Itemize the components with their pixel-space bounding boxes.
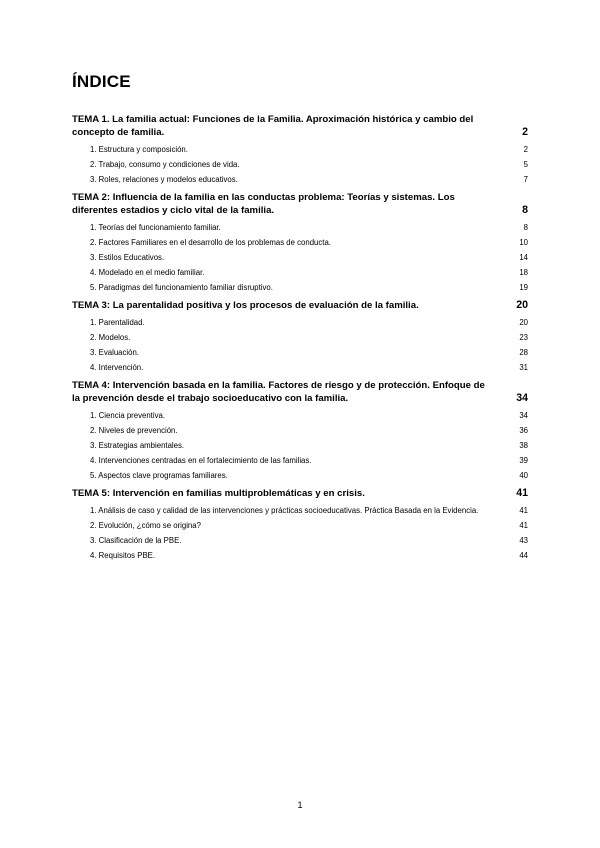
toc-item-title: 3. Clasificación de la PBE.: [90, 536, 182, 545]
toc-item-page: 41: [519, 521, 528, 530]
toc-item-page: 19: [519, 283, 528, 292]
toc-item-title: 2. Niveles de prevención.: [90, 426, 178, 435]
toc-section-title: : Influencia de la familia en las conductas problema: Teorías y sistemas. Los diferentes estadios y ciclo vital de la familia.: [72, 192, 455, 216]
toc-item-title: 4. Modelado en el medio familiar.: [90, 268, 205, 277]
toc-item-title: 5. Paradigmas del funcionamiento familiar disruptivo.: [90, 283, 273, 292]
toc-item-page: 41: [519, 506, 528, 515]
toc-item-title: 3. Roles, relaciones y modelos educativos.: [90, 175, 238, 184]
toc-item-page: 40: [519, 471, 528, 480]
toc-item[interactable]: [72, 160, 528, 170]
toc-item-page: 28: [519, 348, 528, 357]
toc-item-page: 23: [519, 333, 528, 342]
toc-section-page: 34: [516, 392, 528, 404]
page-title: ÍNDICE: [72, 72, 131, 91]
toc-section-label: TEMA 5: [72, 488, 107, 499]
toc-item-page: 39: [519, 456, 528, 465]
toc-item[interactable]: [72, 283, 528, 293]
toc-item-page: 5: [523, 160, 528, 169]
toc-section[interactable]: [72, 299, 528, 312]
page-number: 1: [297, 800, 303, 810]
toc-item-title: 4. Intervenciones centradas en el fortalecimiento de las familias.: [90, 456, 312, 465]
toc-item-title: 1. Estructura y composición.: [90, 145, 188, 154]
toc-item[interactable]: [72, 471, 528, 481]
toc-item-title: 1. Parentalidad.: [90, 318, 145, 327]
toc-item[interactable]: [72, 145, 528, 155]
toc-section-label: TEMA 1: [72, 114, 107, 125]
toc-item-title: 1. Teorías del funcionamiento familiar.: [90, 223, 221, 232]
toc-section[interactable]: [72, 191, 528, 217]
toc-item-title: 2. Modelos.: [90, 333, 131, 342]
toc-item-title: 3. Estrategias ambientales.: [90, 441, 185, 450]
toc-item-title: 1. Ciencia preventiva.: [90, 411, 165, 420]
toc-section-label: TEMA 4: [72, 380, 107, 391]
toc-item[interactable]: [72, 521, 528, 531]
toc-section-page: 41: [516, 487, 528, 499]
toc-item-page: 31: [519, 363, 528, 372]
toc-item[interactable]: [72, 441, 528, 451]
toc-section-label: TEMA 2: [72, 192, 107, 203]
toc-item[interactable]: [72, 223, 528, 233]
toc-section-title: : Intervención basada en la familia. Factores de riesgo y de protección. Enfoque de la prevención desde el trabajo socioeducativo con la familia.: [72, 380, 485, 404]
toc-item-title: 2. Trabajo, consumo y condiciones de vida.: [90, 160, 240, 169]
toc-section-page: 8: [522, 204, 528, 216]
toc-item[interactable]: [72, 551, 528, 561]
toc-item-title: 5. Aspectos clave programas familiares.: [90, 471, 228, 480]
table-of-contents: [72, 113, 528, 561]
toc-item-page: 7: [523, 175, 528, 184]
toc-item-title: 2. Factores Familiares en el desarrollo de los problemas de conducta.: [90, 238, 331, 247]
toc-item-title: 2. Evolución, ¿cómo se origina?: [90, 521, 201, 530]
toc-item-page: 36: [519, 426, 528, 435]
toc-section-title: : Intervención en familias multiproblemáticas y en crisis.: [106, 488, 365, 499]
toc-section-title: : La parentalidad positiva y los procesos de evaluación de la familia.: [106, 300, 419, 311]
toc-item-page: 20: [519, 318, 528, 327]
toc-item-title: 3. Evaluación.: [90, 348, 139, 357]
toc-item[interactable]: [72, 268, 528, 278]
toc-section-label: TEMA 3: [72, 300, 107, 311]
toc-section[interactable]: [72, 379, 528, 405]
toc-item[interactable]: [72, 536, 528, 546]
toc-item-page: 34: [519, 411, 528, 420]
toc-item-page: 38: [519, 441, 528, 450]
toc-item-page: 10: [519, 238, 528, 247]
toc-item-page: 43: [519, 536, 528, 545]
toc-item[interactable]: [72, 333, 528, 343]
toc-item[interactable]: [72, 426, 528, 436]
toc-item-page: 8: [523, 223, 528, 232]
toc-section-page: 2: [522, 126, 528, 138]
toc-item[interactable]: [72, 411, 528, 421]
toc-item[interactable]: [72, 506, 528, 516]
toc-item-title: 3. Estilos Educativos.: [90, 253, 165, 262]
toc-section-title: . La familia actual: Funciones de la Familia. Aproximación histórica y cambio del concepto de familia.: [72, 114, 474, 138]
toc-item[interactable]: [72, 456, 528, 466]
toc-item[interactable]: [72, 175, 528, 185]
toc-item-page: 18: [519, 268, 528, 277]
toc-item-page: 14: [519, 253, 528, 262]
toc-section-page: 20: [516, 299, 528, 311]
toc-item-title: 4. Requisitos PBE.: [90, 551, 156, 560]
toc-item[interactable]: [72, 363, 528, 373]
toc-item-title: 4. Intervención.: [90, 363, 144, 372]
toc-item[interactable]: [72, 348, 528, 358]
toc-item-page: 2: [523, 145, 528, 154]
toc-item[interactable]: [72, 238, 528, 248]
toc-item-title: 1. Análisis de caso y calidad de las intervenciones y prácticas socioeducativas. Práctica Basada en la Evidencia.: [90, 506, 479, 515]
toc-item-page: 44: [519, 551, 528, 560]
toc-section[interactable]: [72, 487, 528, 500]
toc-section[interactable]: [72, 113, 528, 139]
toc-item[interactable]: [72, 318, 528, 328]
toc-item[interactable]: [72, 253, 528, 263]
